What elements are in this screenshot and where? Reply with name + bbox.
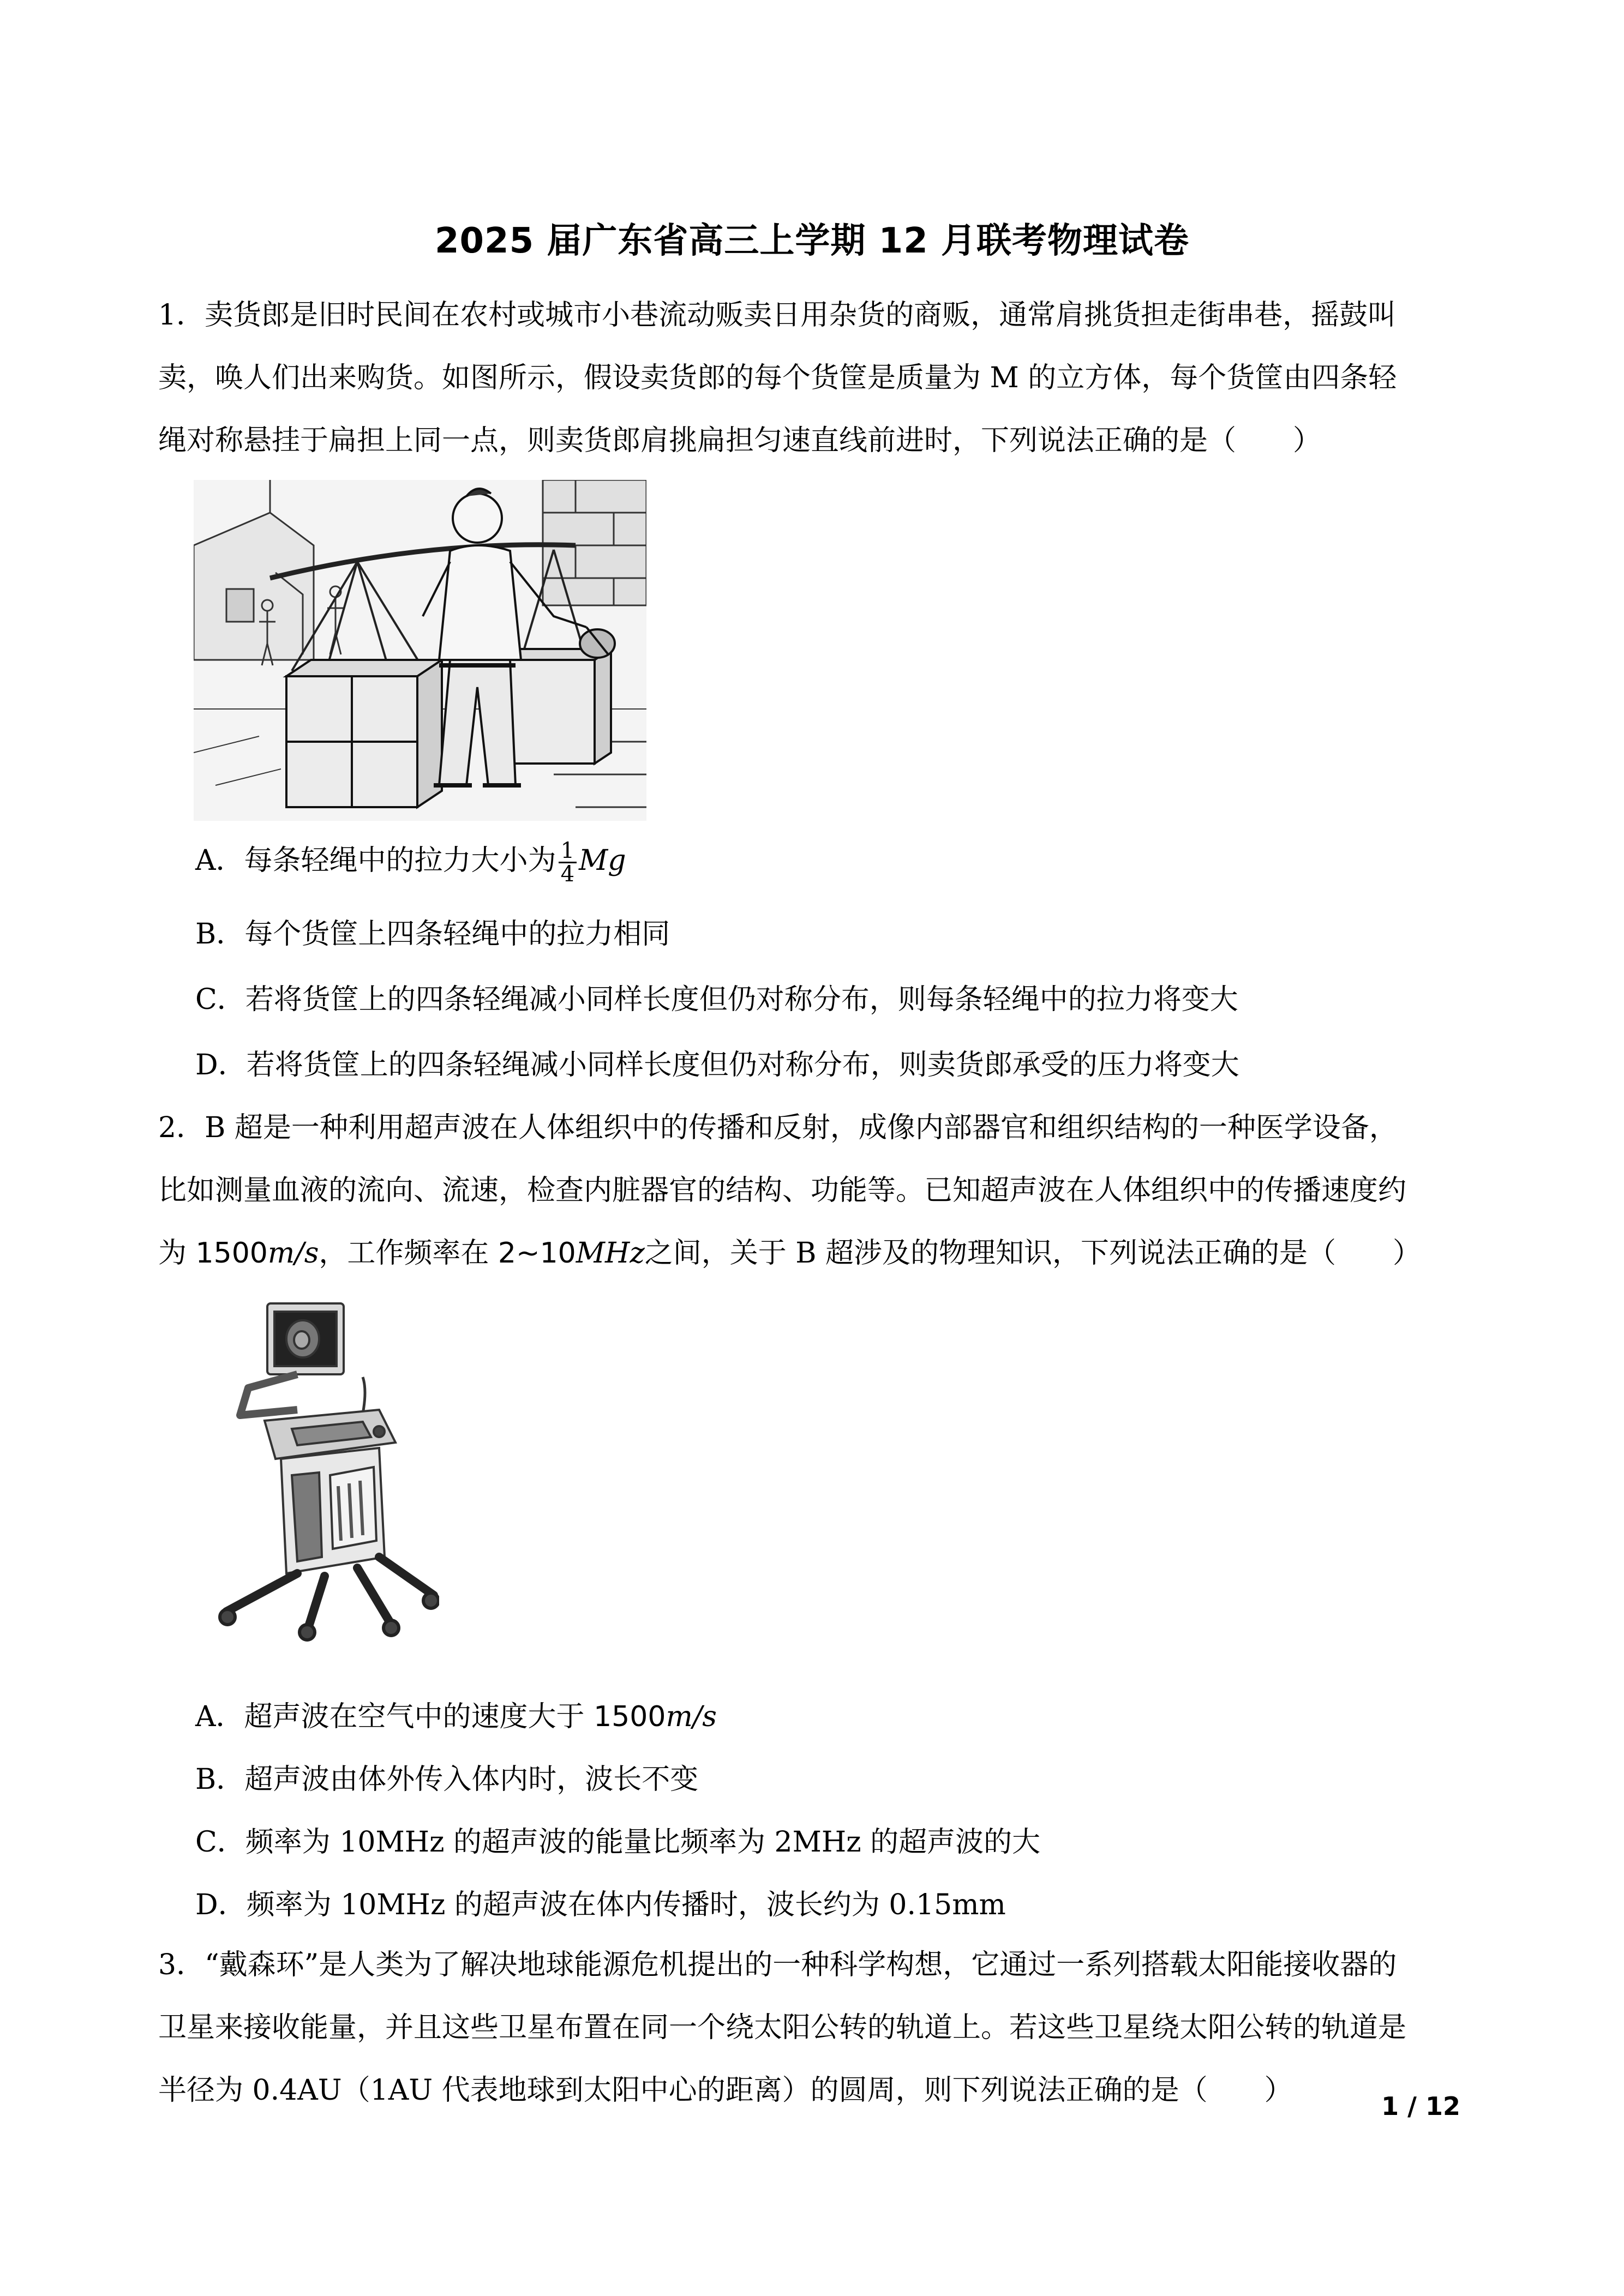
q3-line-3: 半径为 0.4AU（1AU 代表地球到太阳中心的距离）的圆周，则下列说法正确的是（ ） <box>158 2074 1293 2107</box>
q1-line-3: 绳对称悬挂于扁担上同一点，则卖货郎肩挑扁担匀速直线前进时，下列说法正确的是（ ） <box>158 424 1322 457</box>
q1-option-a <box>195 840 626 885</box>
q1-option-b: B．每个货筐上四条轻绳中的拉力相同 <box>195 918 670 951</box>
q2-option-a: A．超声波在空气中的速度大于 1500m/s <box>195 1700 717 1733</box>
q1-line-2: 卖，唤人们出来购货。如图所示，假设卖货郎的每个货筐是质量为 M 的立方体，每个货筐由四条轻 <box>158 362 1397 394</box>
q1-option-a-fraction <box>559 840 577 885</box>
fraction-numerator: 1 <box>559 840 577 863</box>
q1-option-c: C．若将货筐上的四条轻绳减小同样长度但仍对称分布，则每条轻绳中的拉力将变大 <box>195 983 1238 1016</box>
peddler-illustration <box>194 480 646 821</box>
q2-option-b: B．超声波由体外传入体内时，波长不变 <box>195 1763 699 1796</box>
q2-line-1: 2．B 超是一种利用超声波在人体组织中的传播和反射，成像内部器官和组织结构的一种医学设备， <box>158 1111 1398 1144</box>
page-number: 1 / 12 <box>1381 2091 1460 2121</box>
q1-line-1: 1．卖货郎是旧时民间在农村或城市小巷流动贩卖日用杂货的商贩，通常肩挑货担走街串巷，摇鼓叫 <box>158 299 1397 332</box>
q2-option-c: C．频率为 10MHz 的超声波的能量比频率为 2MHz 的超声波的大 <box>195 1826 1041 1859</box>
q3-line-2: 卫星来接收能量，并且这些卫星布置在同一个绕太阳公转的轨道上。若这些卫星绕太阳公转的轨道是 <box>158 2011 1407 2044</box>
q2-line-2: 比如测量血液的流向、流速，检查内脏器官的结构、功能等。已知超声波在人体组织中的传播速度约 <box>158 1174 1407 1207</box>
q2-line-3: 为 1500m/s，工作频率在 2~10MHz之间，关于 B 超涉及的物理知识，下列说法正确的是（ ） <box>158 1237 1422 1270</box>
q1-option-a-variable: Mg <box>579 844 626 877</box>
q1-option-d: D．若将货筐上的四条轻绳减小同样长度但仍对称分布，则卖货郎承受的压力将变大 <box>195 1049 1239 1081</box>
q3-line-1: 3．“戴森环”是人类为了解决地球能源危机提出的一种科学构想，它通过一系列搭载太阳能接收器的 <box>158 1949 1397 1981</box>
fraction-denominator: 4 <box>560 862 575 887</box>
ultrasound-machine-illustration <box>215 1301 439 1642</box>
q1-option-a-text: A．每条轻绳中的拉力大小为 <box>195 844 556 877</box>
exam-title: 2025 届广东省高三上学期 12 月联考物理试卷 <box>434 221 1190 261</box>
q2-option-d: D．频率为 10MHz 的超声波在体内传播时，波长约为 0.15mm <box>195 1889 1006 1921</box>
